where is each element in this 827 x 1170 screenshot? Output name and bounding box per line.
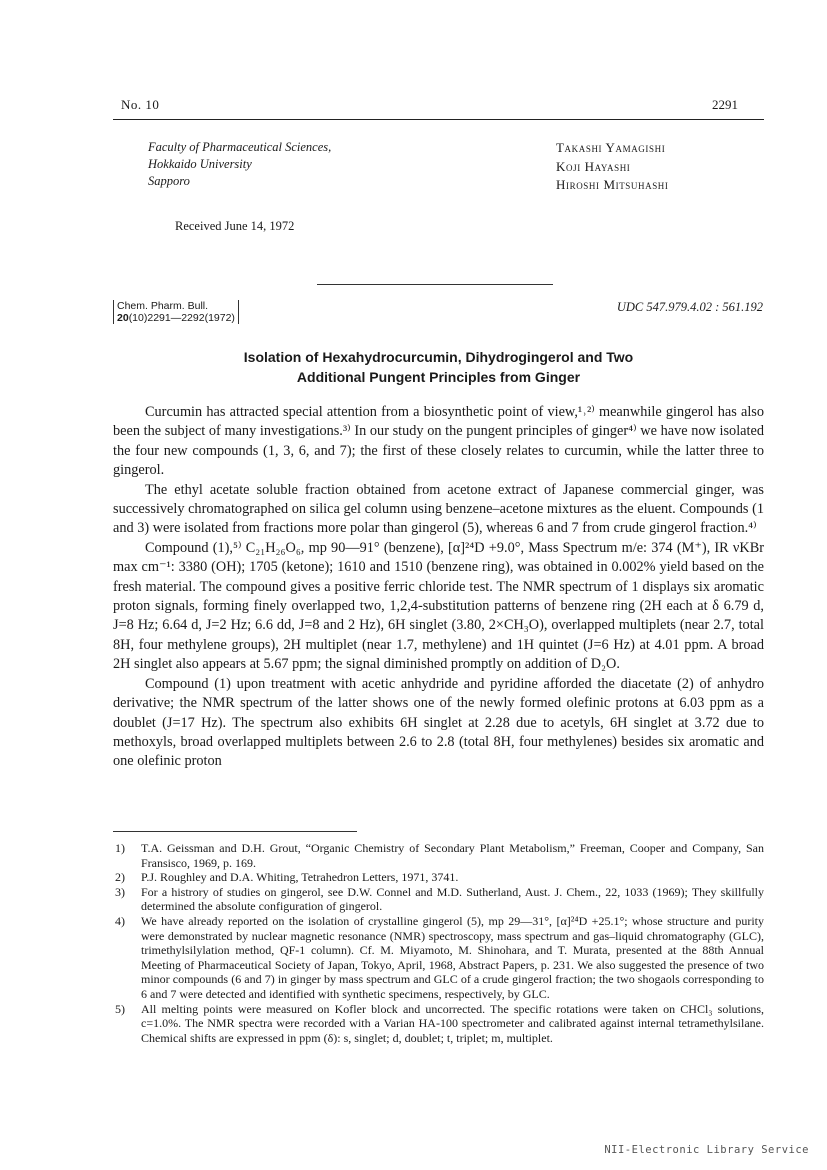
footnote-number: 4) bbox=[115, 913, 125, 928]
footnote bbox=[113, 1002, 764, 1046]
footnote-text: T.A. Geissman and D.H. Grout, “Organic Chemistry of Secondary Plant Metabolism,” Freeman, Cooper and Company, San Fransisco, 1969, p. 169. bbox=[141, 841, 764, 870]
title-line: Additional Pungent Principles from Ginger bbox=[296, 369, 581, 385]
footnote-rule bbox=[113, 831, 357, 832]
body-paragraph: The ethyl acetate soluble fraction obtained from acetone extract of Japanese commercial ginger, was successively chromatographed on silica gel column using benzene–acetone mixtures as the eluent. Compounds (1 and 3) were isolated from fractions more polar than gingerol (5), whereas 6 and 7 from crude gingerol fraction.⁴⁾ bbox=[113, 481, 764, 537]
received-date: Received June 14, 1972 bbox=[175, 219, 295, 233]
journal-citation bbox=[113, 300, 239, 324]
citation-volume bbox=[117, 312, 235, 324]
footnote-text: We have already reported on the isolation of crystalline gingerol (5), mp 29—31°, [α]²⁴D +25.1°; whose structure and purity were demonstrated by nuclear magnetic resonance (NMR) spectroscopy, mass spectrum and gas–liquid chromatography (GLC), trimethylsilylation method, QF-1 column). Cf. M. Miyamoto, M. Shinohara, and T. Murata, presented at the 88th Annual Meeting of Pharmaceutical Society of Japan, Tokyo, April, 1968, Abstract Papers, p. 231. We also suggested the presence of two minor compounds (6 and 7) in ginger by mass spectrum and GLC of a crude gingerol fraction; the two shogaols corresponding to 6 and 7 were detected and identified with synthetic specimens, respectively, by GLC. bbox=[141, 913, 764, 1001]
header-rule bbox=[113, 119, 764, 120]
issue-number: No. 10 bbox=[121, 97, 160, 112]
footnote-text: All melting points were measured on Kofler block and uncorrected. The specific rotations were taken on CHCl₃ solutions, c=1.0%. The NMR spectra were recorded with a Varian HA-100 spectrometer and calibrated against internal tetramethylsilane. Chemical shifts are expressed in ppm (δ): s, singlet; d, doublet; t, triplet; m, multiplet. bbox=[141, 1001, 764, 1045]
affiliation-line: Faculty of Pharmaceutical Sciences, bbox=[148, 140, 332, 154]
body-paragraph: Compound (1),⁵⁾ C₂₁H₂₆O₆, mp 90—91° (benzene), [α]²⁴D +9.0°, Mass Spectrum m/e: 374 (M⁺), IR νKBr max cm⁻¹: 3380 (OH); 1705 (ketone); 1610 and 1510 (benzene ring), was obtained in 0.002% yield based on the fresh material. The compound gives a positive ferric chloride test. The NMR spectrum of 1 displays six aromatic proton signals, forming finely overlapped two, 1,2,4-substitution patterns of benzene ring (2H each at δ 6.79 d, J=8 Hz; 6.64 d, J=2 Hz; 6.6 dd, J=8 and 2 Hz), 6H singlet (3.80, 2×CH₃O), overlapped multiplets (near 2.7, total 8H, four methylene groups), 2H multiplet (near 1.7, methylene) and 1H quintet (J=6 Hz) at 4.01 ppm. A broad 2H singlet also appears at 5.67 ppm; the signal diminished promptly on addition of D₂O. bbox=[113, 539, 764, 673]
footnote-number: 2) bbox=[115, 870, 125, 885]
udc-code: UDC 547.979.4.02 : 561.192 bbox=[616, 300, 763, 314]
footnote-number: 3) bbox=[115, 884, 125, 899]
footnote-text: For a histrory of studies on gingerol, see D.W. Connel and M.D. Sutherland, Aust. J. Chem., 22, 1033 (1969); They skillfully determined the absolute configuration of gingerol. bbox=[141, 884, 764, 914]
footnote-number: 5) bbox=[115, 1001, 125, 1016]
separator-rule bbox=[317, 284, 553, 285]
author-name: Takashi Yamagishi bbox=[556, 140, 666, 155]
footnote bbox=[113, 914, 764, 1002]
body-paragraph: Compound (1) upon treatment with acetic anhydride and pyridine afforded the diacetate (2) of anhydro derivative; the NMR spectrum of the latter shows one of the newly formed olefinic protons at 6.03 ppm as a doublet (J=17 Hz). The spectrum also exhibits 6H singlet at 2.28 due to acetyls, 6H singlet at 3.72 due to methoxyls, broad overlapped multiplets between 2.6 to 2.8 (total 8H, four methylenes) besides six aromatic and one olefinic proton bbox=[113, 675, 764, 770]
footnote bbox=[113, 870, 764, 885]
affiliation bbox=[148, 139, 331, 190]
footnote bbox=[113, 841, 764, 870]
author-name: Koji Hayashi bbox=[556, 158, 631, 174]
affiliation-line: Sapporo bbox=[148, 174, 190, 188]
footnote-number: 1) bbox=[115, 841, 125, 855]
citation-pages: (10)2291—2292(1972) bbox=[128, 312, 235, 324]
service-footer: NII-Electronic Library Service bbox=[604, 1144, 809, 1156]
citation-volume-number: 20 bbox=[117, 312, 129, 324]
article-title bbox=[113, 347, 764, 387]
citation-journal: Chem. Pharm. Bull. bbox=[117, 300, 209, 312]
author-name: Hiroshi Mitsuhashi bbox=[556, 177, 669, 192]
author-list bbox=[556, 139, 669, 195]
body-paragraph: Curcumin has attracted special attention from a biosynthetic point of view,¹˒²⁾ meanwhile gingerol has also been the subject of many investigations.³⁾ In our study on the pungent principles of ginger⁴⁾ we have now isolated the four new compounds (1, 3, 6, and 7); the first of these closely relates to curcumin, while the latter three to gingerol. bbox=[113, 404, 764, 479]
affiliation-line: Hokkaido University bbox=[148, 157, 252, 171]
footnote bbox=[113, 885, 764, 914]
article-body bbox=[113, 403, 764, 772]
footnote-text: P.J. Roughley and D.A. Whiting, Tetrahedron Letters, 1971, 3741. bbox=[141, 870, 459, 885]
title-line: Isolation of Hexahydrocurcumin, Dihydrogingerol and Two bbox=[243, 349, 634, 365]
page-number: 2291 bbox=[712, 97, 738, 112]
footnotes bbox=[113, 841, 764, 1045]
